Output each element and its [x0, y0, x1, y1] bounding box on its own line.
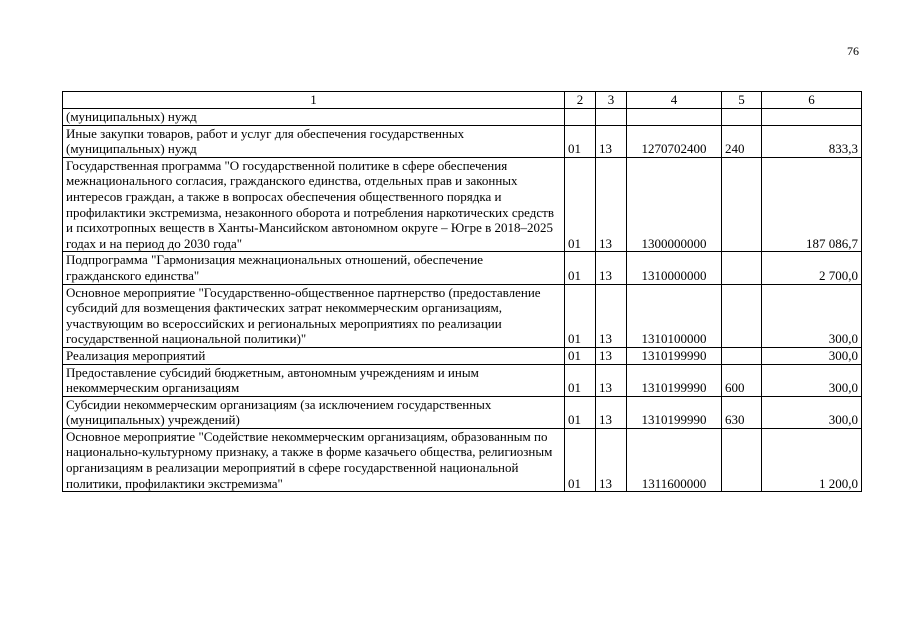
page-number: 76	[847, 44, 859, 58]
target-article-code	[627, 109, 722, 126]
table-header-row	[63, 92, 862, 109]
section-code: 01	[565, 125, 596, 157]
section-code	[565, 109, 596, 126]
amount: 187 086,7	[762, 157, 862, 252]
amount: 833,3	[762, 125, 862, 157]
row-description: Субсидии некоммерческим организациям (за исключением государственных (муниципальных) учреждений)	[63, 396, 565, 428]
expense-type-code	[722, 347, 762, 364]
table-row	[63, 157, 862, 252]
table-row	[63, 125, 862, 157]
row-description: Основное мероприятие "Содействие некоммерческим организациям, образованным по национально-культурному признаку, а также в форме казачьего общества, религиозным организациям в реализации мероприятий в сфере государственной национальной политики, профилактики экстремизма"	[63, 428, 565, 491]
table-row	[63, 364, 862, 396]
expense-type-code: 240	[722, 125, 762, 157]
row-description: Предоставление субсидий бюджетным, автономным учреждениям и иным некоммерческим организациям	[63, 364, 565, 396]
target-article-code: 1270702400	[627, 125, 722, 157]
subsection-code: 13	[596, 157, 627, 252]
expense-type-code	[722, 284, 762, 347]
expense-type-code: 600	[722, 364, 762, 396]
subsection-code: 13	[596, 125, 627, 157]
amount: 1 200,0	[762, 428, 862, 491]
amount: 300,0	[762, 347, 862, 364]
target-article-code: 1310000000	[627, 252, 722, 284]
table-row	[63, 252, 862, 284]
budget-table	[62, 91, 862, 492]
row-description: Подпрограмма "Гармонизация межнациональных отношений, обеспечение гражданского единства"	[63, 252, 565, 284]
table-row	[63, 347, 862, 364]
expense-type-code	[722, 157, 762, 252]
column-header-6: 6	[762, 92, 862, 109]
column-header-1: 1	[63, 92, 565, 109]
section-code: 01	[565, 157, 596, 252]
target-article-code: 1300000000	[627, 157, 722, 252]
target-article-code: 1310199990	[627, 364, 722, 396]
amount: 2 700,0	[762, 252, 862, 284]
expense-type-code	[722, 428, 762, 491]
target-article-code: 1310199990	[627, 396, 722, 428]
subsection-code: 13	[596, 428, 627, 491]
subsection-code: 13	[596, 347, 627, 364]
target-article-code: 1311600000	[627, 428, 722, 491]
section-code: 01	[565, 396, 596, 428]
table-row	[63, 396, 862, 428]
column-header-2: 2	[565, 92, 596, 109]
row-description: Основное мероприятие "Государственно-общественное партнерство (предоставление субсидий для возмещения фактических затрат некоммерческим организациям, участвующим во всероссийских и региональных мероприятиях по реализации государственной национальной политики)"	[63, 284, 565, 347]
table-row	[63, 109, 862, 126]
column-header-3: 3	[596, 92, 627, 109]
subsection-code: 13	[596, 396, 627, 428]
section-code: 01	[565, 252, 596, 284]
row-description: Государственная программа "О государственной политике в сфере обеспечения межнационального согласия, гражданского единства, отдельных прав и законных интересов граждан, а также в вопросах обеспечения общественного порядка и профилактики экстремизма, незаконного оборота и потребления наркотических средств и психотропных веществ в Ханты-Мансийском автономном округе – Югре в 2018–2025 годах и на период до 2030 года"	[63, 157, 565, 252]
subsection-code: 13	[596, 252, 627, 284]
amount: 300,0	[762, 396, 862, 428]
column-header-4: 4	[627, 92, 722, 109]
amount: 300,0	[762, 284, 862, 347]
section-code: 01	[565, 364, 596, 396]
row-description: Иные закупки товаров, работ и услуг для обеспечения государственных (муниципальных) нужд	[63, 125, 565, 157]
table-row	[63, 284, 862, 347]
subsection-code	[596, 109, 627, 126]
subsection-code: 13	[596, 364, 627, 396]
row-description: (муниципальных) нужд	[63, 109, 565, 126]
expense-type-code	[722, 252, 762, 284]
amount: 300,0	[762, 364, 862, 396]
target-article-code: 1310100000	[627, 284, 722, 347]
row-description: Реализация мероприятий	[63, 347, 565, 364]
amount	[762, 109, 862, 126]
expense-type-code	[722, 109, 762, 126]
column-header-5: 5	[722, 92, 762, 109]
table-row	[63, 428, 862, 491]
expense-type-code: 630	[722, 396, 762, 428]
subsection-code: 13	[596, 284, 627, 347]
section-code: 01	[565, 347, 596, 364]
section-code: 01	[565, 284, 596, 347]
section-code: 01	[565, 428, 596, 491]
target-article-code: 1310199990	[627, 347, 722, 364]
